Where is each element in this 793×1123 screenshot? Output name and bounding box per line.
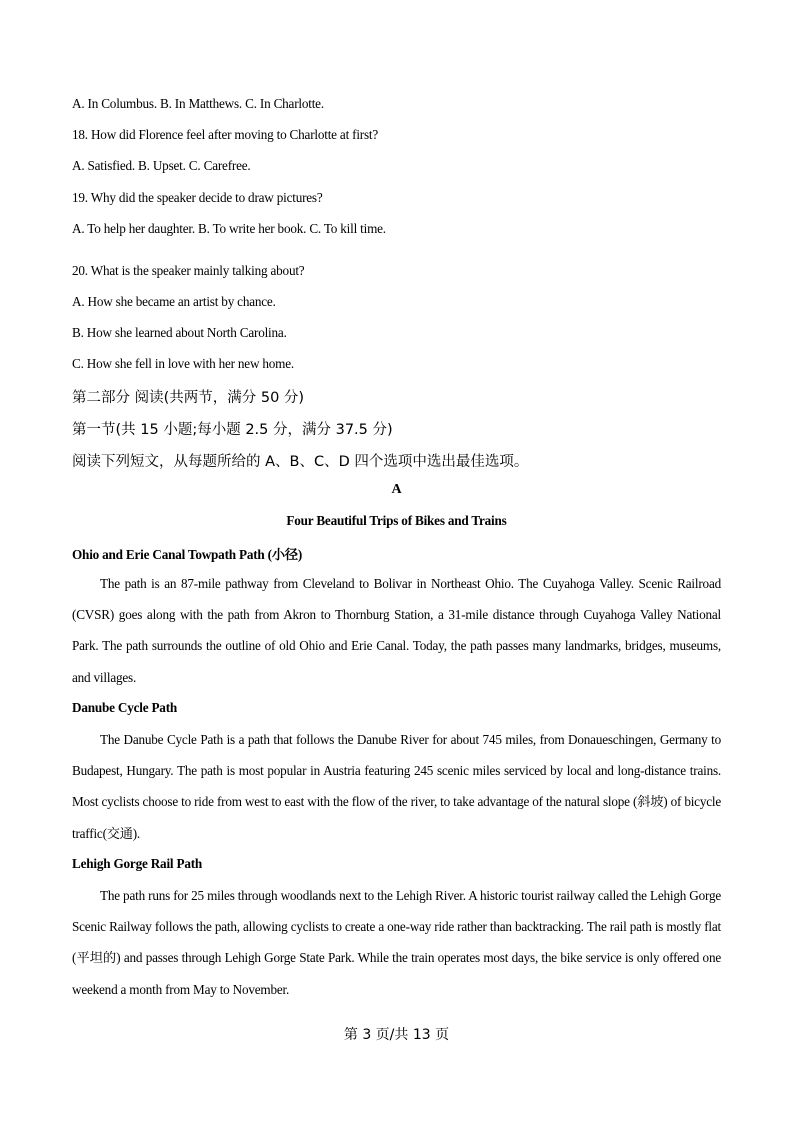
page-footer: 第 3 页/共 13 页 — [343, 1027, 450, 1043]
paragraph-ohio: The path is an 87-mile pathway from Cleveland to Bolivar in Northeast Ohio. The Cuyahoga Valley. Scenic Railroad (CVSR) goes along with the path from Akron to Thornburg Station, a 31-mile distance through Cuyahoga Valley National Park. The path surrounds the outline of old Ohio and Erie Canal. Today, the path passes many landmarks, bridges, museums, and villages. — [72, 576, 721, 685]
q19-options: A. To help her daughter. B. To write her book. C. To kill time. — [72, 221, 386, 236]
section-heading-lehigh: Lehigh Gorge Rail Path — [72, 856, 203, 871]
section-heading-danube: Danube Cycle Path — [72, 700, 178, 715]
paragraph-danube: The Danube Cycle Path is a path that follows the Danube River for about 745 miles, from Donaueschingen, Germany to Budapest, Hungary. The path is most popular in Austria featuring 245 scenic miles serviced by local and long-distance trains. Most cyclists choose to ride from west to east with the flow of the river, to take advantage of the natural slope (斜坡) of bicycle traffic(交通). — [72, 732, 721, 841]
q20-option-c: C. How she fell in love with her new home. — [72, 356, 294, 371]
paragraph-lehigh: The path runs for 25 miles through woodlands next to the Lehigh River. A historic tourist railway called the Lehigh Gorge Scenic Railway follows the path, allowing cyclists to create a one-way ride rather than backtracking. The rail path is mostly flat (平坦的) and passes through Lehigh Gorge State Park. While the train operates most days, the bike service is only offered one weekend a month from May to November. — [72, 888, 721, 997]
passage-label: A — [391, 482, 402, 497]
part-heading: 第二部分 阅读(共两节，满分 50 分) — [72, 390, 305, 406]
q18-options: A. Satisfied. B. Upset. C. Carefree. — [72, 158, 251, 173]
q17-options: A. In Columbus. B. In Matthews. C. In Charlotte. — [72, 96, 324, 111]
q18-question: 18. How did Florence feel after moving to Charlotte at first? — [72, 127, 379, 142]
q19-question: 19. Why did the speaker decide to draw pictures? — [72, 190, 323, 205]
instruction: 阅读下列短文，从每题所给的 A、B、C、D 四个选项中选出最佳选项。 — [72, 454, 529, 470]
q20-option-b: B. How she learned about North Carolina. — [72, 325, 287, 340]
section-heading-ohio: Ohio and Erie Canal Towpath Path (小径) — [72, 547, 303, 562]
subsection-heading: 第一节(共 15 小题;每小题 2.5 分，满分 37.5 分) — [72, 422, 393, 438]
q20-option-a: A. How she became an artist by chance. — [72, 294, 276, 309]
q20-question: 20. What is the speaker mainly talking about? — [72, 263, 305, 278]
passage-title: Four Beautiful Trips of Bikes and Trains — [286, 513, 507, 528]
